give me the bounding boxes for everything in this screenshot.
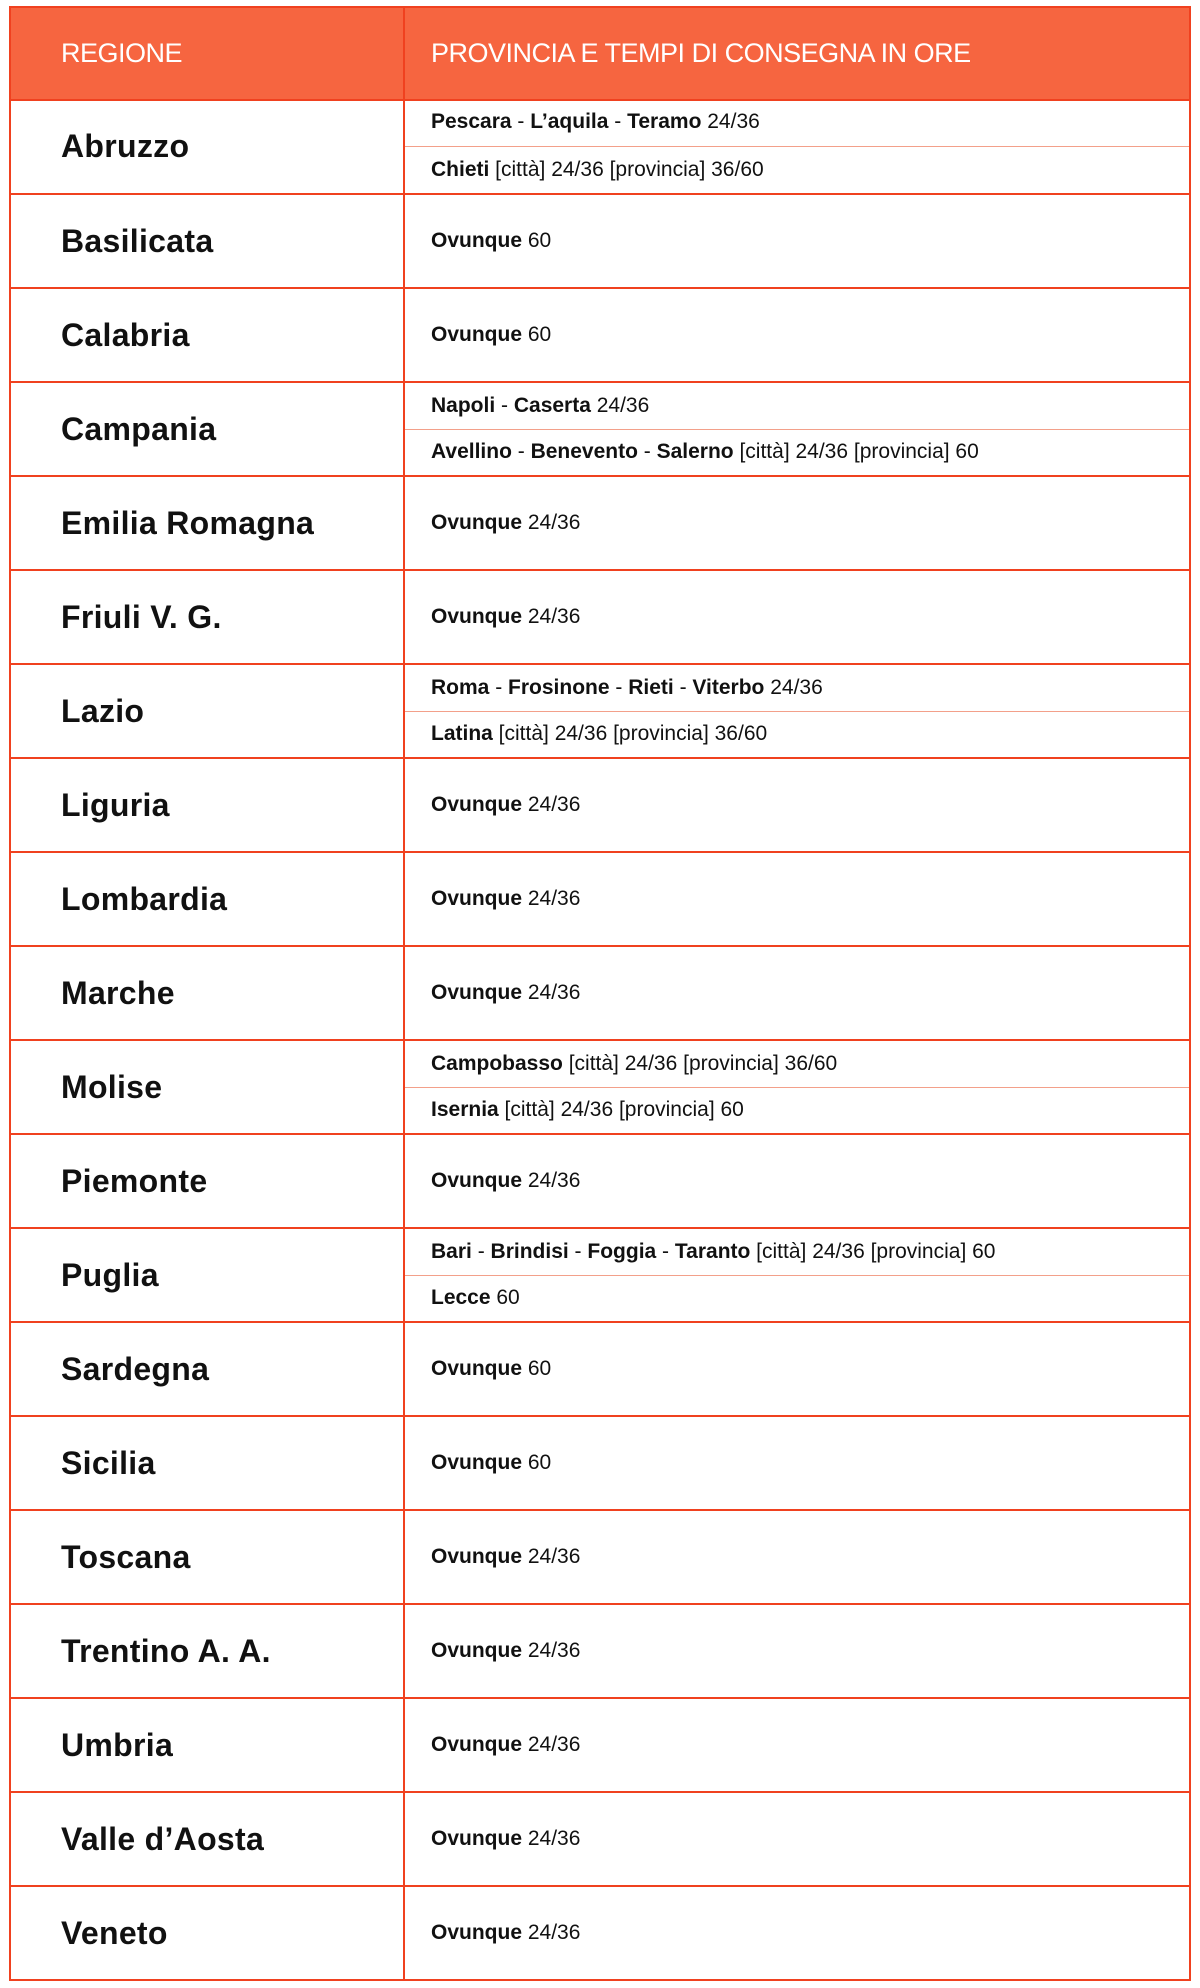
table-row: [11, 663, 1189, 757]
delivery-time-text: [città] 24/36 [provincia] 60: [498, 1098, 744, 1122]
delivery-details: [405, 477, 1189, 569]
table-row: [11, 1603, 1189, 1697]
delivery-time-text: 24/36: [522, 511, 581, 534]
province-name: Ovunque: [431, 1169, 523, 1192]
delivery-line: [405, 1135, 1189, 1227]
delivery-time-text: 24/36: [522, 1827, 581, 1850]
delivery-details: [405, 571, 1189, 663]
delivery-time-text: 60: [522, 323, 552, 346]
table-row: [11, 381, 1189, 475]
delivery-time-text: -: [609, 675, 629, 699]
province-name: Ovunque: [431, 887, 523, 910]
delivery-time-text: 24/36: [522, 605, 581, 628]
table-row: [11, 851, 1189, 945]
delivery-line: [405, 1793, 1189, 1885]
delivery-line: [405, 571, 1189, 663]
delivery-details: [405, 289, 1189, 381]
table-row: [11, 1133, 1189, 1227]
province-name: Ovunque: [431, 511, 523, 534]
delivery-time-text: 24/36: [522, 1921, 581, 1944]
province-name: Ovunque: [431, 793, 523, 816]
province-name: Brindisi: [490, 1239, 569, 1263]
region-name: Emilia Romagna: [61, 504, 315, 541]
region-name: Lombardia: [61, 880, 228, 917]
delivery-details: [405, 1323, 1189, 1415]
delivery-line: [405, 1275, 1189, 1322]
province-name: Ovunque: [431, 605, 523, 628]
delivery-line: [405, 1087, 1189, 1134]
region-name: Piemonte: [61, 1162, 208, 1199]
delivery-time-text: -: [495, 393, 514, 417]
region-name: Sardegna: [61, 1350, 210, 1387]
region-name: Puglia: [61, 1256, 159, 1293]
province-name: Bari: [431, 1239, 472, 1263]
delivery-time-text: 60: [522, 1451, 552, 1474]
delivery-time-text: 24/36: [522, 1169, 581, 1192]
region-name: Veneto: [61, 1914, 168, 1951]
delivery-line: [405, 1229, 1189, 1275]
delivery-details: [405, 947, 1189, 1039]
delivery-details: [405, 759, 1189, 851]
province-name: Salerno: [656, 440, 734, 464]
province-name: L’aquila: [530, 110, 609, 134]
delivery-time-text: -: [568, 1239, 588, 1263]
delivery-details: [405, 1511, 1189, 1603]
region-name: Abruzzo: [61, 127, 190, 164]
delivery-time-text: 24/36: [522, 1545, 581, 1568]
province-name: Napoli: [431, 393, 496, 417]
table-row: [11, 193, 1189, 287]
region-name: Sicilia: [61, 1444, 156, 1481]
region-name: Marche: [61, 974, 175, 1011]
delivery-time-text: 60: [522, 1357, 552, 1380]
table-row: [11, 287, 1189, 381]
table-header: [11, 8, 1189, 101]
region-name: Calabria: [61, 316, 190, 353]
delivery-line: [405, 947, 1189, 1039]
province-name: Ovunque: [431, 229, 523, 252]
province-name: Ovunque: [431, 323, 523, 346]
region-name: Trentino A. A.: [61, 1632, 271, 1669]
delivery-time-text: 24/36: [764, 675, 823, 699]
table-row: [11, 1321, 1189, 1415]
delivery-time-text: -: [511, 110, 531, 134]
delivery-details: [405, 1887, 1189, 1979]
delivery-line: [405, 1041, 1189, 1087]
header-details-label: PROVINCIA E TEMPI DI CONSEGNA IN ORE: [431, 38, 971, 68]
delivery-details: [405, 1793, 1189, 1885]
delivery-line: [405, 383, 1189, 429]
delivery-time-text: -: [489, 675, 509, 699]
table-row: [11, 569, 1189, 663]
province-name: Pescara: [431, 110, 512, 134]
province-name: Ovunque: [431, 1921, 523, 1944]
region-name: Basilicata: [61, 222, 214, 259]
delivery-time-text: -: [471, 1239, 491, 1263]
delivery-time-text: -: [511, 440, 531, 464]
province-name: Ovunque: [431, 1639, 523, 1662]
province-name: Foggia: [587, 1239, 657, 1263]
delivery-line: [405, 853, 1189, 945]
province-name: Latina: [431, 722, 493, 746]
delivery-line: [405, 195, 1189, 287]
delivery-line: [405, 429, 1189, 476]
delivery-line: [405, 665, 1189, 711]
delivery-time-text: 60: [490, 1286, 520, 1310]
region-name: Liguria: [61, 786, 170, 823]
delivery-time-text: -: [656, 1239, 675, 1263]
province-name: Viterbo: [692, 675, 765, 699]
region-name: Toscana: [61, 1538, 191, 1575]
delivery-time-text: 24/36: [701, 110, 760, 134]
delivery-time-text: -: [673, 675, 693, 699]
table-row: [11, 1791, 1189, 1885]
delivery-time-text: [città] 24/36 [provincia] 60: [733, 440, 979, 464]
delivery-line: [405, 1417, 1189, 1509]
region-name: Friuli V. G.: [61, 598, 222, 635]
delivery-details: [405, 195, 1189, 287]
province-name: Avellino: [431, 440, 512, 464]
delivery-line: [405, 1887, 1189, 1979]
delivery-time-text: 24/36: [522, 1639, 581, 1662]
delivery-line: [405, 146, 1189, 194]
province-name: Ovunque: [431, 981, 523, 1004]
delivery-time-text: 60: [522, 229, 552, 252]
province-name: Ovunque: [431, 1545, 523, 1568]
table-row: [11, 99, 1189, 193]
province-name: Isernia: [431, 1098, 499, 1122]
delivery-details: [405, 1229, 1189, 1321]
delivery-time-text: 24/36: [590, 393, 650, 417]
delivery-details: [405, 1135, 1189, 1227]
region-name: Lazio: [61, 692, 145, 729]
province-name: Taranto: [674, 1239, 751, 1263]
province-name: Benevento: [530, 440, 638, 464]
column-divider: [403, 8, 405, 1979]
delivery-time-text: [città] 24/36 [provincia] 36/60: [562, 1051, 838, 1075]
delivery-line: [405, 1511, 1189, 1603]
delivery-time-text: [città] 24/36 [provincia] 36/60: [492, 722, 768, 746]
table-row: [11, 1697, 1189, 1791]
table-row: [11, 945, 1189, 1039]
region-name: Molise: [61, 1068, 163, 1105]
region-name: Campania: [61, 410, 217, 447]
delivery-time-text: [città] 24/36 [provincia] 36/60: [489, 157, 764, 181]
delivery-time-text: [città] 24/36 [provincia] 60: [750, 1239, 996, 1263]
delivery-time-text: 24/36: [522, 793, 581, 816]
delivery-time-text: -: [637, 440, 657, 464]
table-row: [11, 1509, 1189, 1603]
province-name: Teramo: [627, 110, 702, 134]
delivery-details: [405, 665, 1189, 757]
delivery-details: [405, 383, 1189, 475]
delivery-line: [405, 711, 1189, 758]
table-row: [11, 1039, 1189, 1133]
province-name: Campobasso: [431, 1051, 563, 1075]
delivery-line: [405, 477, 1189, 569]
table-row: [11, 1885, 1189, 1979]
province-name: Roma: [431, 675, 490, 699]
delivery-details: [405, 99, 1189, 193]
province-name: Chieti: [431, 157, 490, 181]
table-row: [11, 1227, 1189, 1321]
region-name: Umbria: [61, 1726, 174, 1763]
delivery-time-text: -: [608, 110, 628, 134]
province-name: Ovunque: [431, 1733, 523, 1756]
header-region-label: REGIONE: [61, 38, 183, 68]
region-name: Valle d’Aosta: [61, 1820, 265, 1857]
delivery-line: [405, 1323, 1189, 1415]
province-name: Caserta: [513, 393, 591, 417]
table-row: [11, 757, 1189, 851]
table-row: [11, 475, 1189, 569]
delivery-time-text: 24/36: [522, 981, 581, 1004]
province-name: Frosinone: [508, 675, 610, 699]
province-name: Ovunque: [431, 1451, 523, 1474]
delivery-details: [405, 1417, 1189, 1509]
province-name: Ovunque: [431, 1357, 523, 1380]
delivery-times-table: [9, 6, 1191, 1981]
province-name: Rieti: [628, 675, 674, 699]
province-name: Lecce: [431, 1286, 491, 1310]
delivery-line: [405, 1605, 1189, 1697]
delivery-line: [405, 289, 1189, 381]
delivery-details: [405, 1605, 1189, 1697]
delivery-details: [405, 853, 1189, 945]
province-name: Ovunque: [431, 1827, 523, 1850]
delivery-time-text: 24/36: [522, 1733, 581, 1756]
delivery-line: [405, 759, 1189, 851]
delivery-details: [405, 1041, 1189, 1133]
delivery-details: [405, 1699, 1189, 1791]
table-row: [11, 1415, 1189, 1509]
delivery-line: [405, 1699, 1189, 1791]
delivery-time-text: 24/36: [522, 887, 581, 910]
delivery-line: [405, 99, 1189, 146]
